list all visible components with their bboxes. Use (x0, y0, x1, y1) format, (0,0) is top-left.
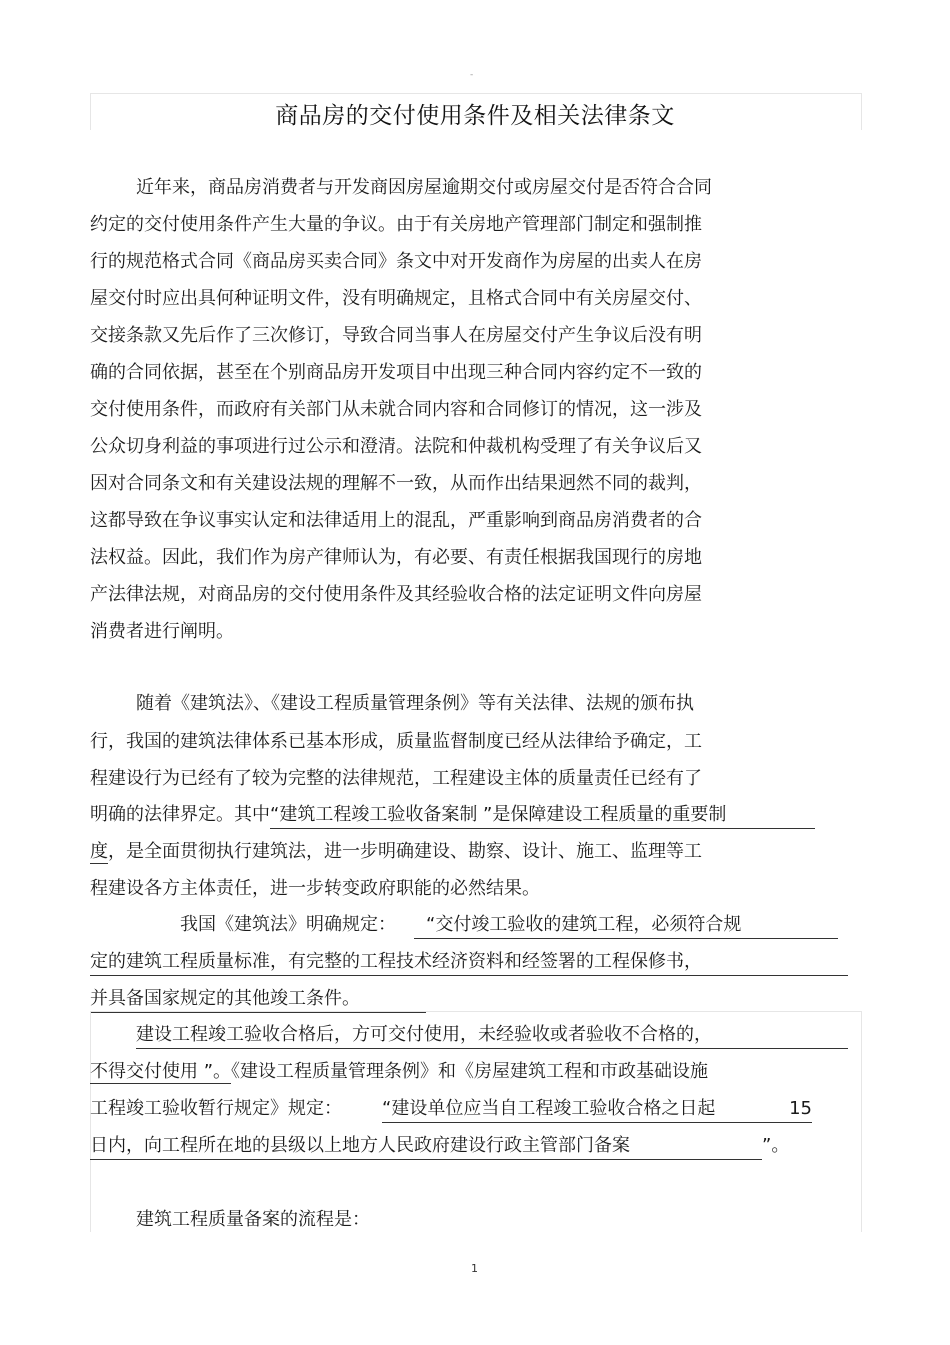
paragraph-3-line-5-text: 《建设工程质量管理条例》和《房屋建筑工程和市政基础设施 (231, 1061, 709, 1082)
closing-quote: ”。 (762, 1135, 790, 1156)
paragraph-1-line-5: 交接条款又先后作了三次修订，导致合同当事人在房屋交付产生争议后没有明 (90, 325, 702, 346)
paragraph-1-line-3: 行的规范格式合同《商品房买卖合同》条文中对开发商作为房屋的出卖人在房 (90, 251, 702, 272)
underlined-quote (382, 1097, 812, 1123)
paragraph-2-line-5 (90, 840, 702, 864)
header-mark: - (470, 70, 474, 80)
page-title: 商品房的交付使用条件及相关法律条文 (275, 103, 675, 129)
underlined-quote-text: “建设单位应当自工程竣工验收合格之日起 (382, 1098, 716, 1119)
paragraph-2-line-2: 行，我国的建筑法律体系已基本形成，质量监督制度已经从法律给予确定，工 (90, 731, 702, 752)
underlined-quote: 日内，向工程所在地的县级以上地方人民政府建设行政主管部门备案 (90, 1134, 762, 1160)
underlined-quote: “交付竣工验收的建筑工程，必须符合规 (414, 913, 838, 939)
paragraph-1-line-7: 交付使用条件，而政府有关部门从未就合同内容和合同修订的情况，这一涉及 (90, 399, 702, 420)
paragraph-1-line-13: 消费者进行阐明。 (90, 621, 234, 642)
paragraph-1-line-9: 因对合同条文和有关建设法规的理解不一致，从而作出结果迥然不同的裁判， (90, 473, 702, 494)
paragraph-1-line-1: 近年来，商品房消费者与开发商因房屋逾期交付或房屋交付是否符合合同 (136, 177, 712, 198)
paragraph-3-line-1-text: 我国《建筑法》明确规定： (180, 914, 396, 935)
paragraph-3-line-5 (90, 1060, 708, 1084)
underlined-quote: 并具备国家规定的其他竣工条件。 (90, 987, 426, 1013)
days-number: 15 (789, 1098, 812, 1119)
paragraph-2-line-5-text: ，是全面贯彻执行建筑法，进一步明确建设、勘察、设计、施工、监理等工 (108, 841, 702, 862)
paragraph-1-line-6: 确的合同依据，甚至在个别商品房开发项目中出现三种合同内容约定不一致的 (90, 362, 702, 383)
paragraph-4: 建筑工程质量备案的流程是： (136, 1209, 370, 1230)
paragraph-3-line-3 (90, 987, 426, 1013)
paragraph-1-line-10: 这都导致在争议事实认定和法律适用上的混乱，严重影响到商品房消费者的合 (90, 510, 702, 531)
underlined-phrase: 度 (90, 841, 108, 862)
underlined-quote: 定的建筑工程质量标准，有完整的工程技术经济资料和经签署的工程保修书， (90, 950, 848, 976)
paragraph-3-line-1 (180, 913, 838, 939)
underlined-phrase: “建筑工程竣工验收备案制 ”是保障建设工程质量的重要制 (270, 803, 815, 829)
paragraph-1-line-2: 约定的交付使用条件产生大量的争议。由于有关房地产管理部门制定和强制推 (90, 214, 702, 235)
paragraph-1-line-12: 产法律法规，对商品房的交付使用条件及其经验收合格的法定证明文件向房屋 (90, 584, 702, 605)
page-number: 1 (471, 1262, 478, 1275)
paragraph-3-line-6 (90, 1097, 812, 1123)
paragraph-3-line-2 (90, 950, 848, 976)
paragraph-1-line-11: 法权益。因此，我们作为房产律师认为，有必要、有责任根据我国现行的房地 (90, 547, 702, 568)
paragraph-2-line-4-text: 明确的法律界定。其中 (90, 804, 270, 825)
paragraph-3-line-4 (136, 1023, 848, 1049)
underlined-quote: 不得交付使用 ”。 (90, 1061, 232, 1082)
paragraph-3-line-6-text: 工程竣工验收暂行规定》规定： (90, 1098, 342, 1119)
paragraph-3-line-7 (90, 1134, 789, 1160)
underlined-quote: 建设工程竣工验收合格后，方可交付使用，未经验收或者验收不合格的， (136, 1023, 848, 1049)
paragraph-2-line-1: 随着《建筑法》、《建设工程质量管理条例》等有关法律、法规的颁布执 (136, 693, 694, 714)
paragraph-1-line-8: 公众切身利益的事项进行过公示和澄清。法院和仲裁机构受理了有关争议后又 (90, 436, 702, 457)
paragraph-2-line-4 (90, 803, 815, 829)
paragraph-2-line-3: 程建设行为已经有了较为完整的法律规范，工程建设主体的质量责任已经有了 (90, 768, 702, 789)
paragraph-1-line-4: 屋交付时应出具何种证明文件，没有明确规定，且格式合同中有关房屋交付、 (90, 288, 702, 309)
paragraph-2-line-6: 程建设各方主体责任，进一步转变政府职能的必然结果。 (90, 878, 540, 899)
